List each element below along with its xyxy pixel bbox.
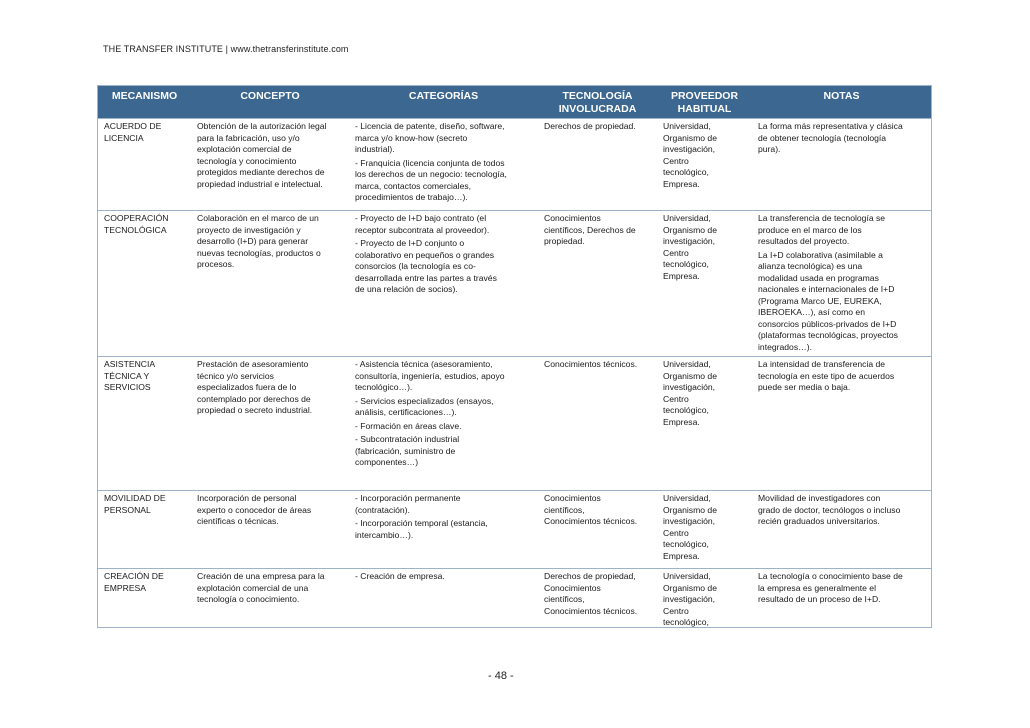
cell-text-line: modalidad usada en programas [758, 272, 879, 283]
cell-text-line: (Programa Marco UE, EUREKA, [758, 295, 882, 306]
running-header: THE TRANSFER INSTITUTE | www.thetransferinstitute.com [103, 44, 349, 54]
cell-text-line: - Asistencia técnica (asesoramiento, [355, 359, 493, 369]
table-row [98, 491, 931, 569]
cell-text-line: Centro [663, 527, 689, 538]
cell-notas [752, 119, 931, 211]
cell-text-line: La transferencia de tecnología se [758, 213, 886, 223]
table-row [98, 569, 931, 631]
cell-text-line: - Licencia de patente, diseño, software, [355, 121, 505, 131]
cell-concepto [191, 211, 349, 357]
cell-text-line: - Proyecto de I+D conjunto o [355, 238, 465, 248]
table-row [98, 211, 931, 357]
cell-proveedor [657, 119, 752, 211]
cell-text-line: Empresa. [663, 550, 700, 561]
cell-notas [752, 491, 931, 569]
cell-text-line: análisis, certificaciones…). [355, 407, 457, 417]
cell-notas [752, 569, 931, 631]
cell-text-line: integrados…). [758, 341, 812, 352]
cell-text-line: colaborativo en pequeños o grandes [355, 249, 495, 260]
cell-text-line: Creación de una empresa para la [197, 571, 325, 581]
cell-text-line: produce en el marco de los [758, 224, 862, 235]
cell-text-line: tecnológico…). [355, 382, 413, 392]
cell-text-line: Universidad, [663, 359, 711, 369]
cell-paragraph [355, 421, 534, 433]
cell-text-line: LICENCIA [104, 132, 144, 143]
cell-text-line: consorcios (la tecnología es co- [355, 261, 476, 271]
cell-text-line: Conocimientos [544, 493, 601, 503]
cell-categorias [349, 569, 538, 631]
cell-concepto [191, 357, 349, 491]
cell-text-line: tecnología en este tipo de acuerdos [758, 370, 895, 381]
cell-text-line: de una relación de socios). [355, 284, 458, 294]
cell-text-line: resultados del proyecto. [758, 236, 850, 246]
cell-text-line: Conocimientos [544, 582, 601, 593]
cell-text-line: Movilidad de investigadores con [758, 493, 881, 503]
cell-text-line: Empresa. [663, 416, 700, 427]
cell-text-line: SERVICIOS [104, 382, 151, 392]
cell-text-line: grado de doctor, tecnólogos o incluso [758, 504, 901, 515]
cell-tecnologia [538, 119, 657, 211]
cell-text-line: intercambio…). [355, 529, 414, 540]
cell-categorias [349, 357, 538, 491]
cell-text-line: Organismo de [663, 132, 717, 143]
mechanisms-table [97, 85, 932, 628]
cell-text-line: - Incorporación temporal (estancia, [355, 518, 488, 528]
cell-text-line: Centro [663, 605, 689, 616]
cell-text-line: pura). [758, 144, 781, 154]
cell-text-line: La I+D colaborativa (asimilable a [758, 249, 883, 260]
cell-tecnologia [538, 569, 657, 631]
cell-text-line: científicas o técnicas. [197, 516, 279, 526]
cell-text-line: EMPRESA [104, 582, 147, 593]
cell-proveedor [657, 211, 752, 357]
cell-proveedor [657, 491, 752, 569]
cell-text-line: Conocimientos técnicos. [544, 516, 638, 526]
cell-text-line: - Servicios especializados (ensayos, [355, 395, 494, 406]
cell-text-line: desarrollada entre las partes a través [355, 272, 497, 283]
cell-paragraph [758, 493, 927, 528]
cell-text-line: CREACIÓN DE [104, 571, 164, 581]
cell-text-line: contemplado por derechos de [197, 393, 311, 404]
cell-mecanismo [98, 357, 191, 491]
cell-text-line: Centro [663, 393, 689, 404]
cell-categorias [349, 491, 538, 569]
cell-text-line: investigación, [663, 382, 716, 392]
cell-paragraph [758, 121, 927, 156]
cell-paragraph [758, 250, 927, 354]
cell-text-line: Universidad, [663, 213, 711, 223]
cell-text-line: tecnología y conocimiento [197, 155, 297, 166]
column-header-proveedor-label: PROVEEDOR HABITUAL [670, 90, 739, 115]
cell-text-line: - Proyecto de I+D bajo contrato (el [355, 213, 487, 223]
table-row [98, 357, 931, 491]
cell-text-line: tecnológico, [663, 167, 709, 177]
cell-text-line: procedimientos de trabajo…). [355, 192, 468, 202]
cell-text-line: Conocimientos técnicos. [544, 359, 638, 369]
cell-paragraph [355, 359, 534, 394]
cell-text-line: Organismo de [663, 370, 717, 381]
table-row [98, 119, 931, 211]
cell-text-line: marca, contactos comerciales, [355, 180, 472, 191]
cell-paragraph [355, 493, 534, 516]
cell-text-line: científicos, [544, 504, 585, 515]
cell-paragraph [355, 121, 534, 156]
cell-text-line: proyecto de investigación y [197, 224, 301, 235]
cell-text-line: para la fabricación, uso y/o [197, 132, 300, 143]
cell-mecanismo [98, 211, 191, 357]
cell-text-line: propiedad o secreto industrial. [197, 405, 313, 415]
cell-text-line: Empresa. [663, 270, 700, 281]
cell-text-line: - Subcontratación industrial [355, 434, 460, 444]
cell-text-line: tecnológico, [663, 617, 709, 627]
cell-text-line: desarrollo (I+D) para generar [197, 236, 309, 246]
cell-text-line: componentes…) [355, 457, 419, 467]
cell-paragraph [355, 158, 534, 204]
cell-text-line: la empresa es generalmente el [758, 582, 876, 593]
cell-text-line: (contratación). [355, 504, 410, 515]
cell-categorias [349, 119, 538, 211]
cell-text-line: consultoría, ingeniería, estudios, apoyo [355, 370, 505, 381]
cell-text-line: (plataformas tecnológicas, proyectos [758, 330, 898, 340]
cell-text-line: Derechos de propiedad, [544, 571, 636, 581]
cell-text-line: los derechos de un negocio: tecnología, [355, 169, 507, 179]
cell-notas [752, 357, 931, 491]
column-header-notas: NOTAS [752, 86, 931, 119]
cell-tecnologia [538, 211, 657, 357]
cell-text-line: Organismo de [663, 582, 717, 593]
cell-text-line: explotación comercial de una [197, 582, 309, 593]
cell-proveedor [657, 569, 752, 631]
cell-text-line: industrial). [355, 144, 395, 154]
cell-text-line: científicos, [544, 594, 585, 604]
cell-text-line: resultado de un proceso de I+D. [758, 594, 881, 604]
cell-text-line: Universidad, [663, 121, 711, 131]
cell-tecnologia [538, 491, 657, 569]
cell-paragraph [355, 434, 534, 469]
column-header-concepto: CONCEPTO [191, 86, 349, 119]
cell-text-line: investigación, [663, 594, 716, 604]
cell-paragraph [758, 213, 927, 248]
cell-text-line: Empresa. [663, 178, 700, 189]
cell-text-line: Prestación de asesoramiento [197, 359, 309, 369]
cell-paragraph [355, 518, 534, 541]
cell-text-line: Universidad, [663, 571, 711, 581]
cell-text-line: consorcios públicos-privados de I+D [758, 318, 897, 329]
cell-text-line: investigación, [663, 236, 716, 246]
column-header-categorias: CATEGORÍAS [349, 86, 538, 119]
cell-text-line: de obtener tecnología (tecnología [758, 132, 887, 143]
cell-text-line: tecnología o conocimiento. [197, 594, 300, 604]
cell-text-line: nuevas tecnologías, productos o [197, 247, 321, 258]
cell-notas [752, 211, 931, 357]
table-header-row [98, 86, 931, 119]
cell-text-line: nacionales e internacionales de I+D [758, 284, 895, 294]
cell-text-line: La tecnología o conocimiento base de [758, 571, 903, 581]
cell-text-line: PERSONAL [104, 504, 151, 515]
column-header-tecnologia [538, 86, 657, 119]
column-header-proveedor [657, 86, 752, 119]
cell-text-line: tecnológico, [663, 405, 709, 415]
cell-text-line: recién graduados universitarios. [758, 516, 880, 526]
cell-text-line: IBEROEKA…), así como en [758, 307, 865, 317]
cell-text-line: - Franquicia (licencia conjunta de todos [355, 157, 505, 168]
cell-paragraph [355, 238, 534, 296]
cell-text-line: experto o conocedor de áreas [197, 504, 312, 515]
cell-text-line: investigación, [663, 144, 716, 154]
cell-text-line: TECNOLÓGICA [104, 224, 167, 235]
cell-text-line: ASISTENCIA [104, 359, 156, 369]
cell-paragraph [355, 213, 534, 236]
cell-text-line: - Formación en áreas clave. [355, 420, 462, 431]
cell-text-line: Centro [663, 247, 689, 258]
cell-text-line: investigación, [663, 516, 716, 526]
cell-paragraph [758, 359, 927, 394]
cell-concepto [191, 569, 349, 631]
cell-text-line: Centro [663, 155, 689, 166]
cell-text-line: procesos. [197, 259, 235, 269]
cell-paragraph [758, 571, 927, 606]
cell-text-line: tecnológico, [663, 259, 709, 269]
cell-concepto [191, 119, 349, 211]
cell-mecanismo [98, 491, 191, 569]
cell-text-line: Organismo de [663, 504, 717, 515]
cell-text-line: tecnológico, [663, 539, 709, 549]
cell-categorias [349, 211, 538, 357]
page-number: - 48 - [488, 670, 514, 682]
cell-text-line: propiedad. [544, 236, 585, 246]
cell-text-line: científicos, Derechos de [544, 224, 636, 235]
cell-text-line: especializados fuera de lo [197, 382, 297, 392]
cell-text-line: propiedad industrial e intelectual. [197, 178, 323, 189]
cell-concepto [191, 491, 349, 569]
cell-text-line: La intensidad de transferencia de [758, 359, 886, 369]
cell-text-line: - Creación de empresa. [355, 571, 445, 581]
cell-text-line: Organismo de [663, 224, 717, 235]
cell-text-line: ACUERDO DE [104, 121, 162, 131]
column-header-mecanismo: MECANISMO [98, 86, 191, 119]
column-header-tecnologia-label: TECNOLOGÍA INVOLUCRADA [558, 90, 637, 115]
cell-mecanismo [98, 119, 191, 211]
cell-text-line: técnico y/o servicios [197, 370, 274, 381]
cell-paragraph [355, 396, 534, 419]
cell-text-line: Colaboración en el marco de un [197, 213, 319, 223]
cell-text-line: - Incorporación permanente [355, 493, 461, 503]
cell-text-line: explotación comercial de [197, 144, 292, 154]
cell-text-line: Universidad, [663, 493, 711, 503]
cell-text-line: protegidos mediante derechos de [197, 167, 325, 177]
cell-text-line: TÉCNICA Y [104, 370, 150, 381]
cell-text-line: Conocimientos [544, 213, 601, 223]
cell-text-line: Conocimientos técnicos. [544, 605, 638, 616]
cell-text-line: Derechos de propiedad. [544, 121, 636, 131]
cell-text-line: COOPERACIÓN [104, 213, 169, 223]
cell-text-line: Obtención de la autorización legal [197, 121, 327, 131]
cell-paragraph [355, 571, 534, 583]
cell-text-line: Incorporación de personal [197, 493, 297, 503]
cell-text-line: MOVILIDAD DE [104, 493, 166, 503]
cell-text-line: alianza tecnológica) es una [758, 261, 863, 271]
cell-text-line: marca y/o know-how (secreto [355, 132, 468, 143]
cell-tecnologia [538, 357, 657, 491]
cell-mecanismo [98, 569, 191, 631]
cell-text-line: receptor subcontrata al proveedor). [355, 224, 490, 235]
cell-text-line: La forma más representativa y clásica [758, 121, 903, 131]
cell-proveedor [657, 357, 752, 491]
cell-text-line: puede ser media o baja. [758, 382, 851, 392]
cell-text-line: (fabricación, suministro de [355, 445, 456, 456]
